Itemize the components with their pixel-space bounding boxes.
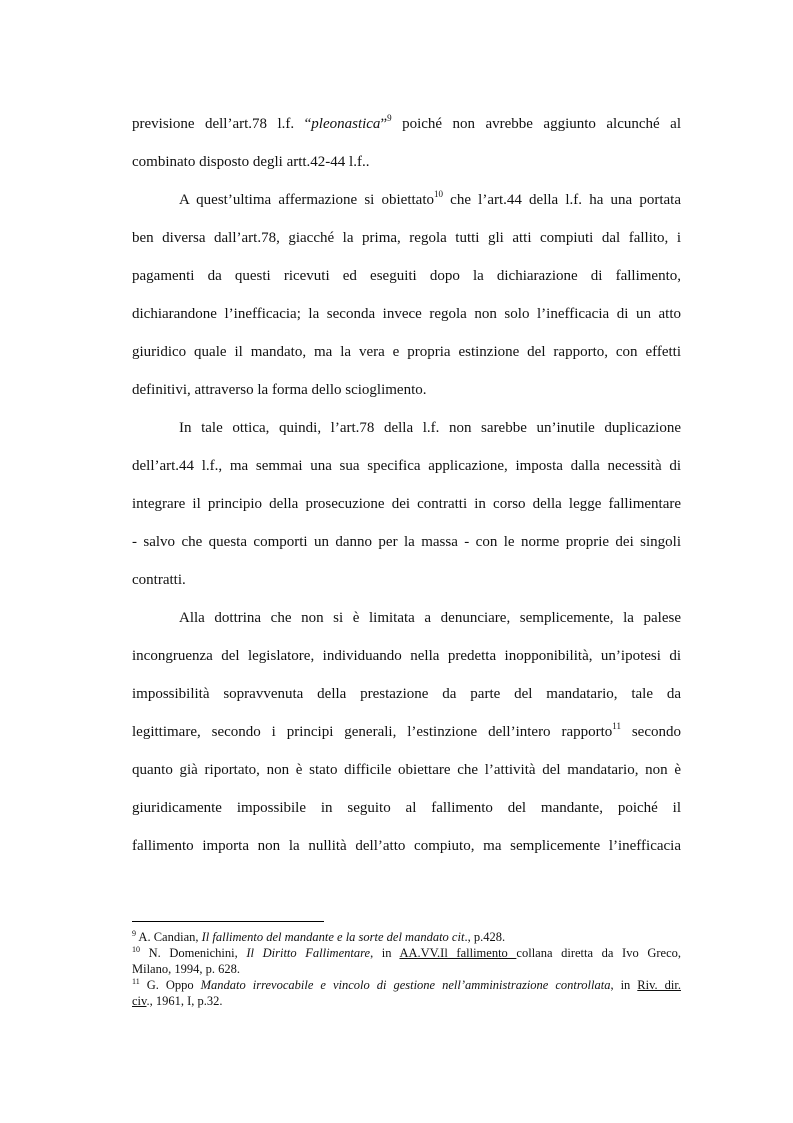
footnote-ref-9[interactable]: 9 xyxy=(387,113,392,123)
body-line-11: integrare il principio della prosecuzione dei contratti in corso della legge fallimentare xyxy=(132,496,681,512)
footnote-ref-11[interactable]: 11 xyxy=(612,721,621,731)
citation-link[interactable]: AA.VV.Il fallimento xyxy=(399,946,517,960)
citation-link[interactable]: Riv. dir. xyxy=(637,978,681,992)
footnote-10-line-2: Milano, 1994, p. 628. xyxy=(132,962,240,976)
body-line-12: - salvo che questa comporti un danno per la massa - con le norme proprie dei singoli xyxy=(132,534,681,550)
body-line-18: quanto già riportato, non è stato difficile obiettare che l’attività del mandatario, non è xyxy=(132,762,681,778)
body-line-1: previsione dell’art.78 l.f. “pleonastica”$^9$ poiché non avrebbe aggiunto alcunché al xyxy=(132,113,681,132)
footnote-10: $^{10}$ N. Domenichini, Il Diritto Fallimentare, in AA.VV.Il fallimento collana diretta da Ivo Greco, xyxy=(132,945,681,960)
body-line-6: dichiarandone l’inefficacia; la seconda invece regola non solo l’inefficacia di un atto xyxy=(132,306,681,322)
emphasis-term: pleonastica xyxy=(311,116,381,132)
body-line-5: pagamenti da questi ricevuti ed eseguiti dopo la dichiarazione di fallimento, xyxy=(132,268,681,284)
body-line-17: legittimare, secondo i principi generali, l’estinzione dell’intero rapporto$^{11}$ secondo xyxy=(132,721,681,740)
footnote-11-line-2: civ., 1961, I, p.32. xyxy=(132,994,223,1008)
footnote-ref-10[interactable]: 10 xyxy=(434,189,443,199)
footnote-divider xyxy=(132,921,324,922)
body-line-15: incongruenza del legislatore, individuando nella predetta inopponibilità, un’ipotesi di xyxy=(132,648,681,664)
body-line-13: contratti. xyxy=(132,572,186,588)
body-line-10: dell’art.44 l.f., ma semmai una sua specifica applicazione, imposta dalla necessità di xyxy=(132,458,681,474)
body-line-9: In tale ottica, quindi, l’art.78 della l.f. non sarebbe un’inutile duplicazione xyxy=(179,420,681,436)
footnote-9: $^9$ A. Candian, Il fallimento del mandante e la sorte del mandato cit., p.428. xyxy=(132,929,506,944)
body-line-7: giuridico quale il mandato, ma la vera e propria estinzione del rapporto, con effetti xyxy=(132,344,681,360)
body-line-19: giuridicamente impossibile in seguito al fallimento del mandante, poiché il xyxy=(132,800,681,816)
body-line-20: fallimento importa non la nullità dell’atto compiuto, ma semplicemente l’inefficacia xyxy=(132,838,681,854)
body-line-3: A quest’ultima affermazione si obiettato$^{10}$ che l’art.44 della l.f. ha una portata xyxy=(179,189,681,208)
footnote-11: $^{11}$ G. Oppo Mandato irrevocabile e vincolo di gestione nell’amministrazione controllata, in Riv. dir. xyxy=(132,977,681,992)
body-line-14: Alla dottrina che non si è limitata a denunciare, semplicemente, la palese xyxy=(179,610,681,626)
body-line-2: combinato disposto degli artt.42-44 l.f.. xyxy=(132,154,370,170)
citation-link[interactable]: civ xyxy=(132,994,147,1008)
body-line-8: definitivi, attraverso la forma dello scioglimento. xyxy=(132,382,427,398)
body-line-16: impossibilità sopravvenuta della prestazione da parte del mandatario, tale da xyxy=(132,686,681,702)
body-line-4: ben diversa dall’art.78, giacché la prima, regola tutti gli atti compiuti dal fallito, i xyxy=(132,230,681,246)
